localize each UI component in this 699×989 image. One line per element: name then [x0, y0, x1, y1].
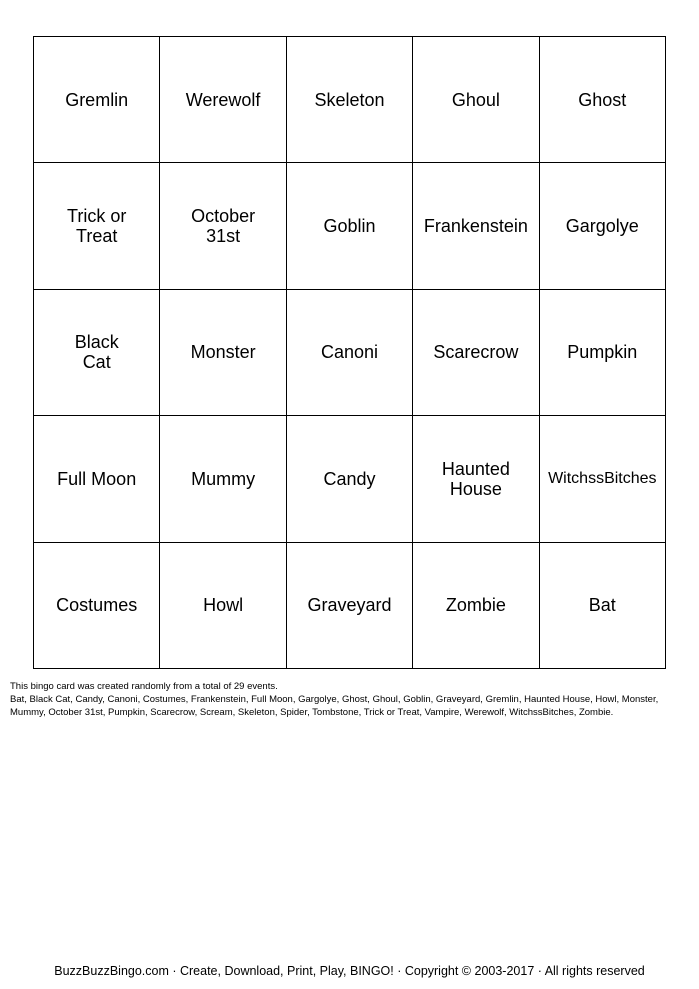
bingo-cell: Gremlin [34, 37, 160, 163]
bingo-cell: Skeleton [287, 37, 413, 163]
bingo-cell: Ghost [540, 37, 666, 163]
bingo-card [33, 36, 666, 669]
bingo-cell: Ghoul [413, 37, 539, 163]
bingo-cell: Goblin [287, 163, 413, 289]
bingo-cell: Canoni [287, 290, 413, 416]
bingo-cell: Pumpkin [540, 290, 666, 416]
bingo-cell: Trick or Treat [34, 163, 160, 289]
footer-copyright: BuzzBuzzBingo.com · Create, Download, Print, Play, BINGO! · Copyright © 2003-2017 · All rights reserved [54, 964, 645, 978]
bingo-cell: Scarecrow [413, 290, 539, 416]
bingo-cell: Candy [287, 416, 413, 542]
bingo-cell: Black Cat [34, 290, 160, 416]
bingo-cell: Costumes [34, 543, 160, 669]
bingo-cell: Howl [160, 543, 286, 669]
bingo-cell: Monster [160, 290, 286, 416]
bingo-cell: Frankenstein [413, 163, 539, 289]
bingo-cell: October 31st [160, 163, 286, 289]
bingo-cell: Mummy [160, 416, 286, 542]
bingo-cell: Zombie [413, 543, 539, 669]
bingo-cell: Gargolye [540, 163, 666, 289]
bingo-cell: Bat [540, 543, 666, 669]
bingo-cell: Werewolf [160, 37, 286, 163]
bingo-cell: Full Moon [34, 416, 160, 542]
bingo-cell: WitchssBitches [540, 416, 666, 542]
card-info [10, 680, 690, 719]
bingo-cell: Haunted House [413, 416, 539, 542]
event-list: Bat, Black Cat, Candy, Canoni, Costumes, Frankenstein, Full Moon, Gargolye, Ghost, Ghoul, Goblin, Graveyard, Gremlin, Haunted House, Howl, Monster, Mummy, October 31st, Pumpkin, Scarecrow, Scream, Skeleton, Spider, Tombstone, Trick or Treat, Vampire, Werewolf, WitchssBitches, Zombie. [10, 694, 659, 718]
bingo-cell: Graveyard [287, 543, 413, 669]
creation-note: This bingo card was created randomly from a total of 29 events. [10, 681, 278, 692]
